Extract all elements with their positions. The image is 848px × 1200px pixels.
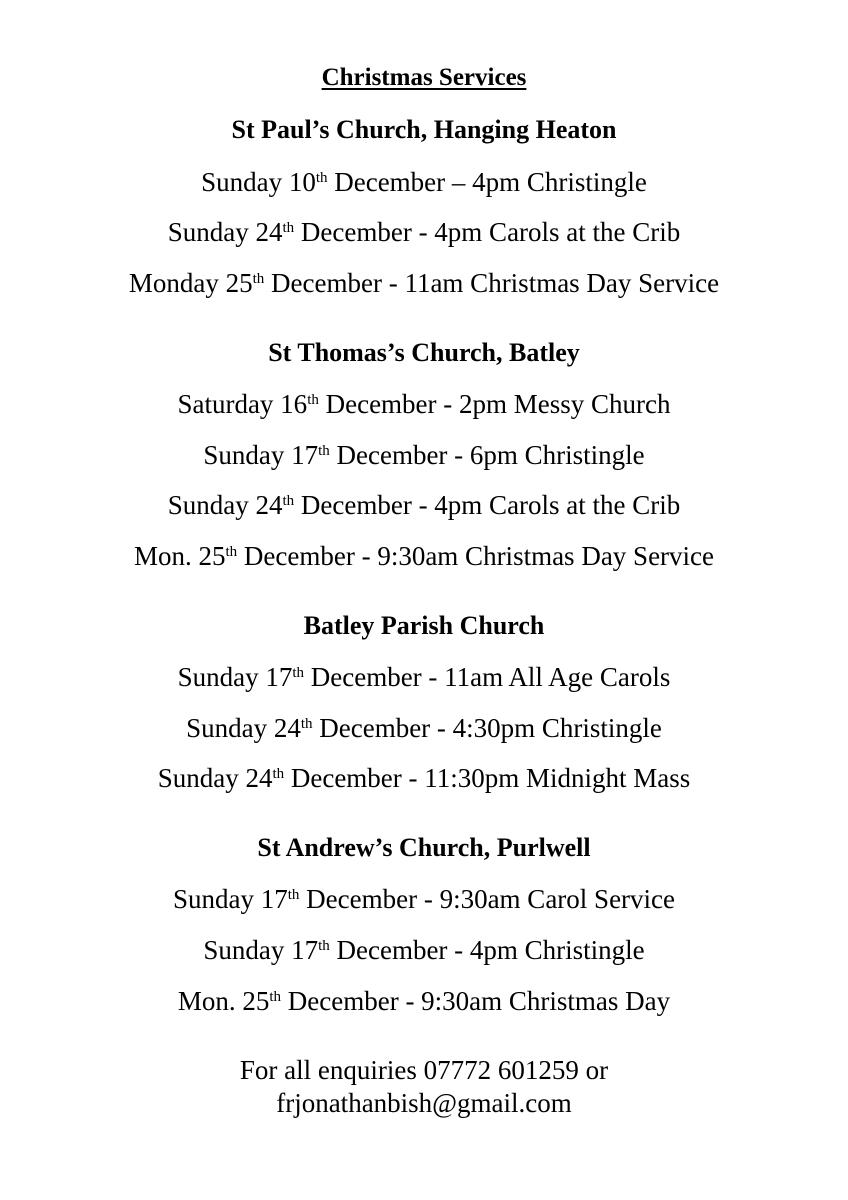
ordinal-suffix: th [318, 938, 330, 954]
service-detail: December - 9:30am Carol Service [299, 884, 676, 914]
ordinal-suffix: th [318, 443, 330, 459]
service-detail: December - 9:30am Christmas Day [281, 986, 671, 1016]
service-line [0, 762, 848, 794]
page-title: Christmas Services [321, 64, 527, 91]
service-day: Mon. 25 [177, 986, 270, 1016]
ordinal-suffix: th [269, 989, 282, 1005]
church-heading-st-thomas: St Thomas’s Church, Batley [268, 338, 580, 367]
service-detail: December – 4pm Christingle [327, 167, 647, 197]
ordinal-suffix: th [252, 271, 265, 287]
ordinal-suffix: th [272, 766, 285, 782]
service-detail: December - 11am All Age Carols [304, 662, 671, 692]
service-detail: December - 4pm Christingle [329, 935, 645, 965]
service-line [0, 439, 848, 471]
service-day: Sunday 17 [177, 662, 293, 692]
contact-footer [0, 1054, 848, 1120]
service-day: Sunday 24 [167, 217, 283, 247]
ordinal-suffix: th [307, 392, 319, 408]
service-day: Mon. 25 [133, 541, 226, 571]
ordinal-suffix: th [287, 887, 300, 903]
service-day: Sunday 17 [203, 935, 319, 965]
service-day: Sunday 24 [157, 763, 273, 793]
service-detail: December - 11am Christmas Day Service [264, 268, 720, 298]
service-day: Sunday 24 [167, 490, 283, 520]
service-line [0, 712, 848, 744]
service-detail: December - 9:30am Christmas Day Service [237, 541, 715, 571]
service-line [0, 166, 848, 198]
church-heading-st-andrews: St Andrew’s Church, Purlwell [257, 833, 591, 862]
church-heading-st-pauls: St Paul’s Church, Hanging Heaton [231, 115, 617, 144]
ordinal-suffix: th [282, 220, 295, 236]
ordinal-suffix: th [300, 716, 313, 732]
service-line [0, 934, 848, 966]
enquiries-email: frjonathanbish@gmail.com [276, 1088, 572, 1118]
service-line [0, 489, 848, 521]
service-line [0, 661, 848, 693]
service-detail: December - 4pm Carols at the Crib [294, 490, 681, 520]
service-line [0, 985, 848, 1017]
service-day: Monday 25 [128, 268, 253, 298]
service-detail: December - 2pm Messy Church [318, 389, 671, 419]
church-heading-batley-parish: Batley Parish Church [303, 611, 545, 640]
service-day: Sunday 17 [203, 440, 319, 470]
service-day: Saturday 16 [177, 389, 308, 419]
service-detail: December - 4pm Carols at the Crib [294, 217, 681, 247]
ordinal-suffix: th [292, 665, 304, 681]
enquiries-phone-line: For all enquiries 07772 601259 or [239, 1055, 609, 1085]
service-line [0, 540, 848, 572]
service-line [0, 267, 848, 299]
service-detail: December - 6pm Christingle [329, 440, 645, 470]
service-day: Sunday 24 [186, 713, 301, 743]
service-detail: December - 11:30pm Midnight Mass [284, 763, 691, 793]
service-day: Sunday 10 [201, 167, 316, 197]
ordinal-suffix: th [225, 544, 238, 560]
service-line [0, 216, 848, 248]
ordinal-suffix: th [282, 493, 295, 509]
service-line [0, 388, 848, 420]
service-detail: December - 4:30pm Christingle [312, 713, 662, 743]
ordinal-suffix: th [315, 170, 328, 186]
service-day: Sunday 17 [172, 884, 288, 914]
service-line [0, 883, 848, 915]
